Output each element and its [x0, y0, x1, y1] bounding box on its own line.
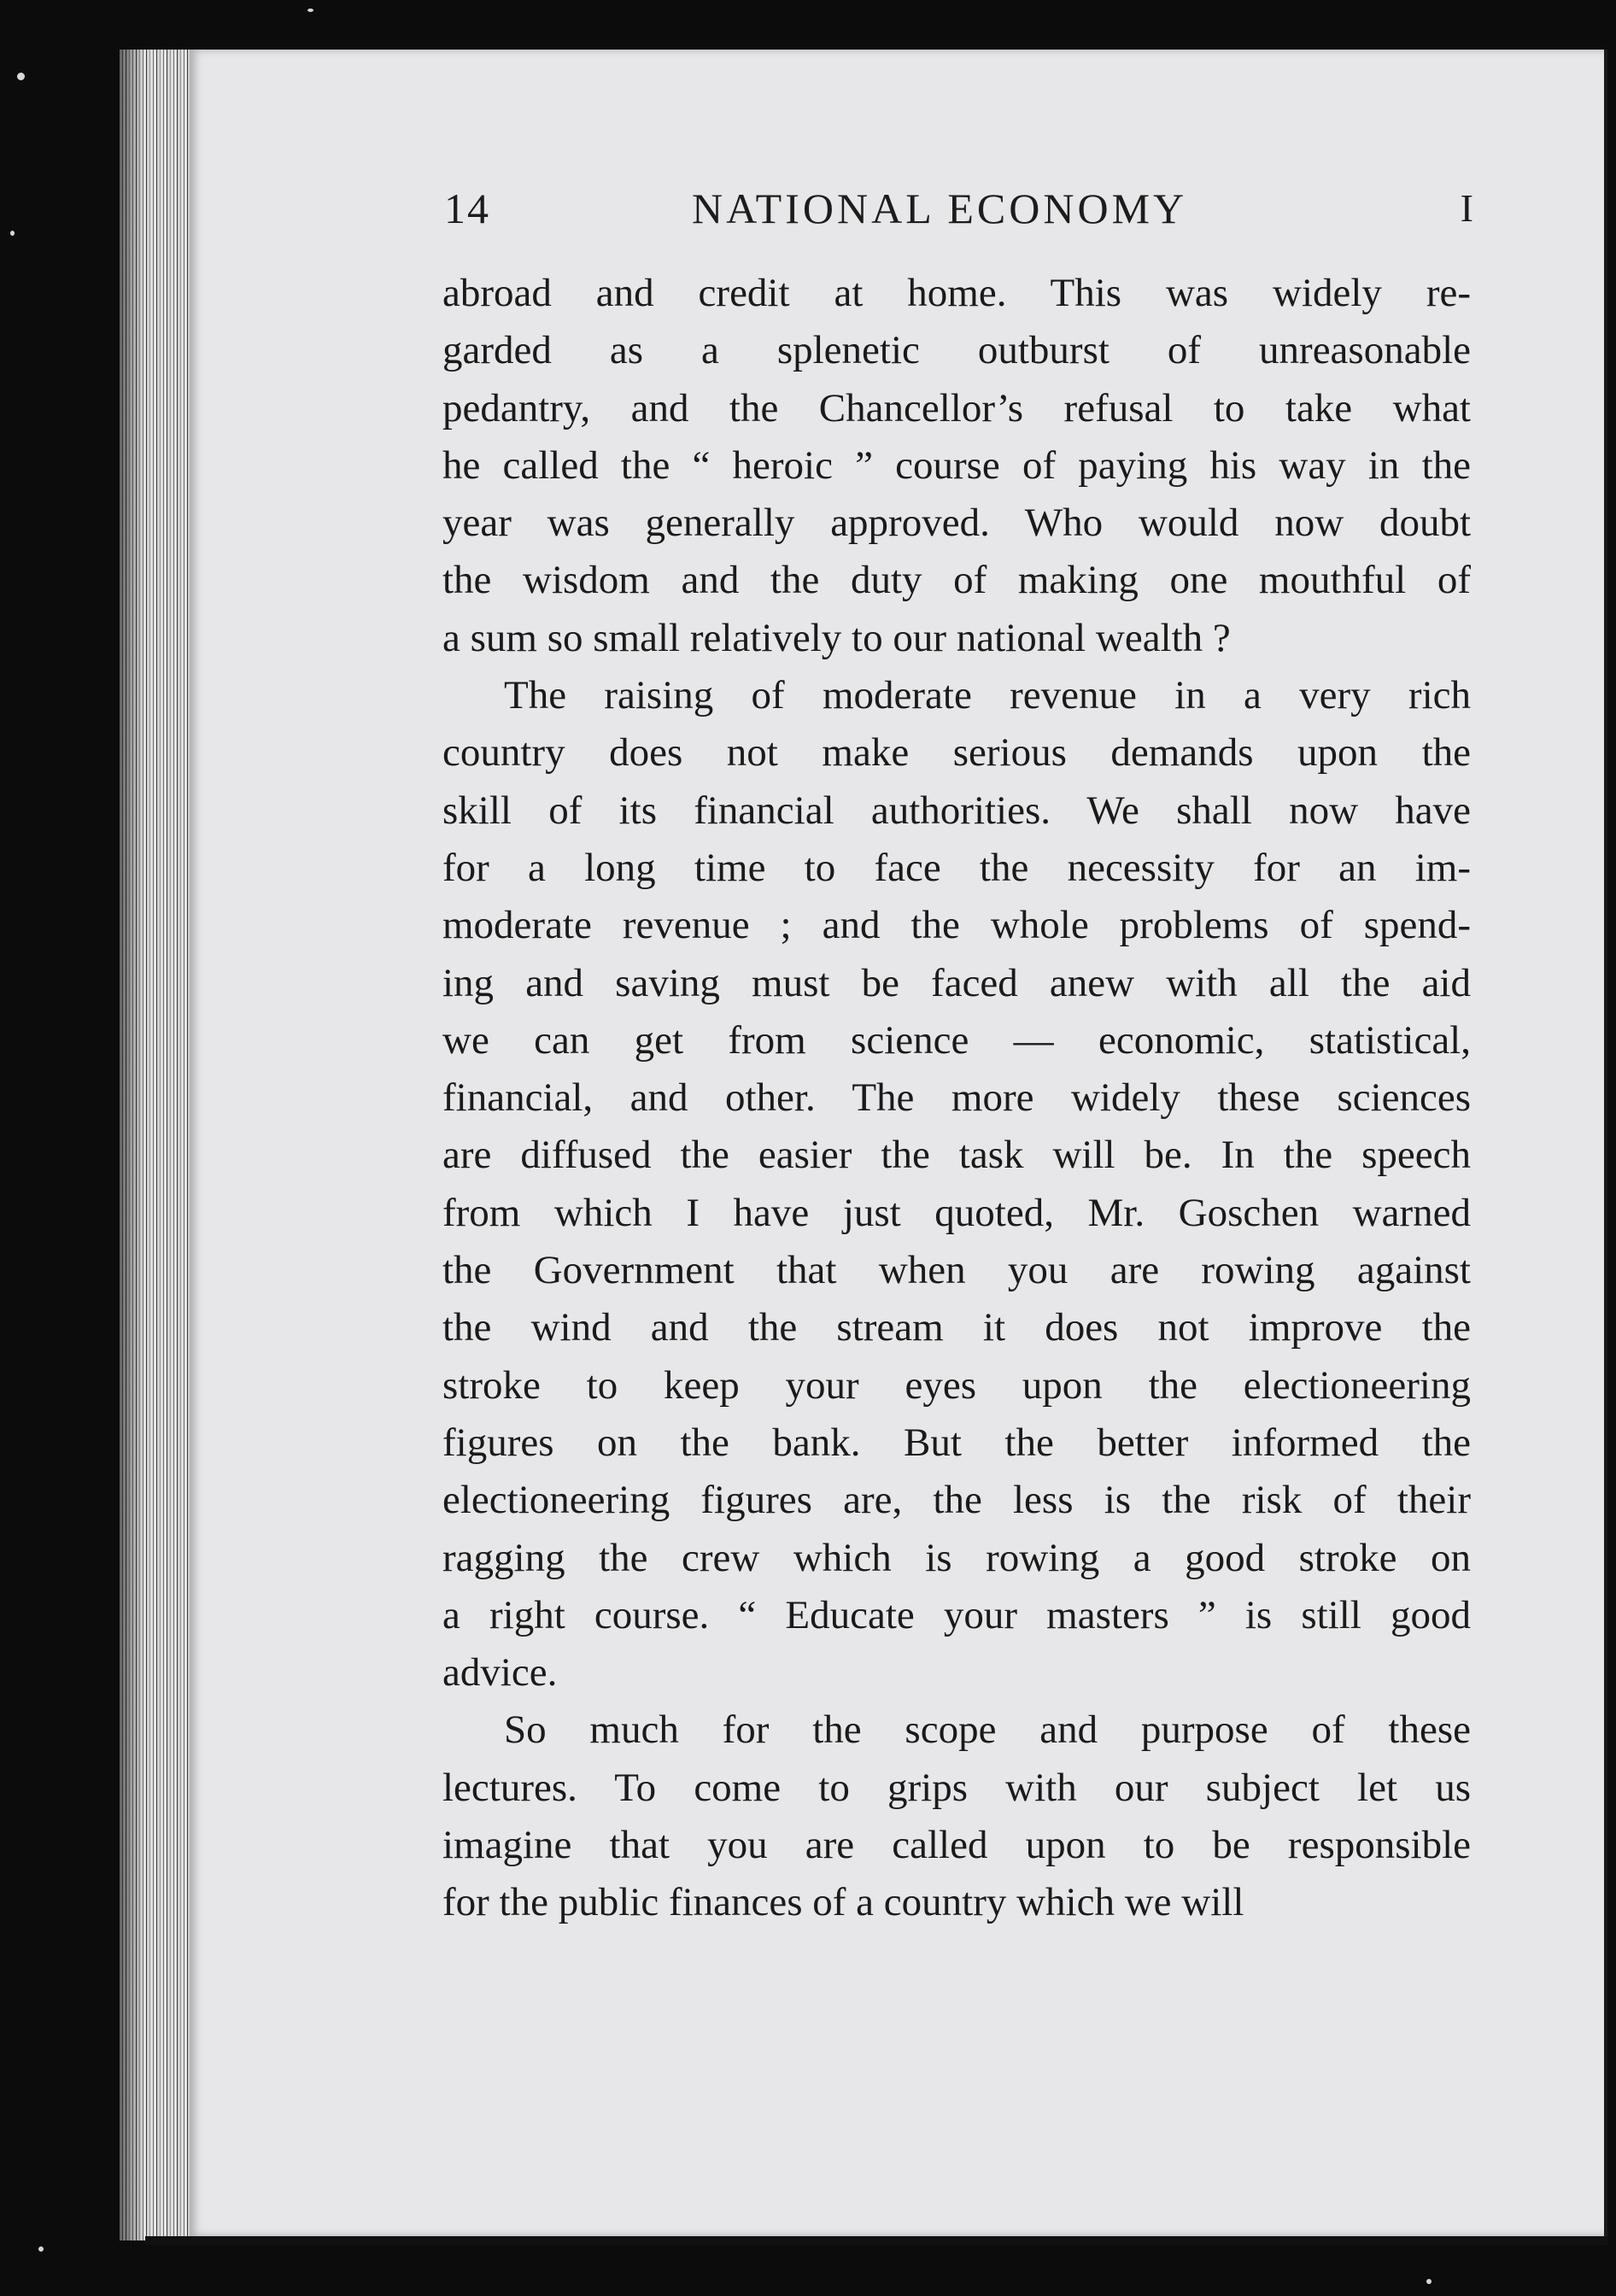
text-line: figures on the bank. But the better informed the	[442, 1420, 1471, 1465]
text-line: pedantry, and the Chancellor’s refusal to take what	[442, 385, 1471, 430]
dust-speck	[10, 231, 15, 236]
text-line: So much for the scope and purpose of these	[504, 1707, 1471, 1753]
running-head	[444, 184, 1473, 243]
text-line: he called the “ heroic ” course of paying his way in the	[442, 442, 1471, 488]
text-line: we can get from science — economic, statistical,	[442, 1017, 1471, 1063]
page-bottom-edge	[145, 2236, 1607, 2245]
text-line: ing and saving must be faced anew with all the aid	[442, 960, 1471, 1005]
text-line: moderate revenue ; and the whole problems of spend-	[442, 903, 1471, 948]
paragraph	[442, 265, 1471, 667]
text-line: year was generally approved. Who would now doubt	[442, 501, 1471, 546]
dust-speck	[307, 9, 313, 12]
text-line: country does not make serious demands upon the	[442, 730, 1471, 776]
text-line: for a long time to face the necessity for an im-	[442, 845, 1471, 890]
body-text	[442, 265, 1471, 1932]
text-line: the wisdom and the duty of making one mouthful of	[442, 558, 1471, 603]
page-number: 14	[444, 184, 490, 232]
text-line: financial, and other. The more widely these sciences	[442, 1075, 1471, 1121]
running-title: NATIONAL ECONOMY	[692, 184, 1188, 232]
paragraph	[442, 1702, 1471, 1931]
text-line: ragging the crew which is rowing a good stroke on	[442, 1535, 1471, 1580]
chapter-numeral: I	[1460, 186, 1473, 230]
text-line: for the public finances of a country which we will	[442, 1880, 1244, 1925]
text-line: stroke to keep your eyes upon the electioneering	[442, 1362, 1471, 1408]
binding-shadow	[120, 50, 145, 2240]
dust-speck	[17, 73, 25, 80]
text-line: imagine that you are called upon to be responsible	[442, 1823, 1471, 1868]
text-line: The raising of moderate revenue in a very rich	[504, 673, 1471, 718]
text-line: are diffused the easier the task will be. In the speech	[442, 1133, 1471, 1178]
text-line: a sum so small relatively to our national wealth ?	[442, 615, 1231, 660]
text-line: electioneering figures are, the less is the risk of their	[442, 1478, 1471, 1523]
paragraph	[442, 667, 1471, 1702]
text-line: skill of its financial authorities. We shall now have	[442, 788, 1471, 833]
text-line: from which I have just quoted, Mr. Goschen warned	[442, 1190, 1471, 1235]
text-line: the Government that when you are rowing against	[442, 1248, 1471, 1293]
text-line: abroad and credit at home. This was widely re-	[442, 271, 1471, 315]
text-line: lectures. To come to grips with our subject let us	[442, 1765, 1471, 1810]
page-right-edge	[1604, 50, 1607, 2236]
dust-speck	[1426, 2279, 1432, 2284]
text-line: advice.	[442, 1650, 558, 1696]
dust-speck	[38, 2246, 44, 2252]
text-line: a right course. “ Educate your masters ” is still good	[442, 1592, 1471, 1637]
text-line: the wind and the stream it does not improve the	[442, 1305, 1471, 1350]
text-line: garded as a splenetic outburst of unreasonable	[442, 328, 1471, 373]
